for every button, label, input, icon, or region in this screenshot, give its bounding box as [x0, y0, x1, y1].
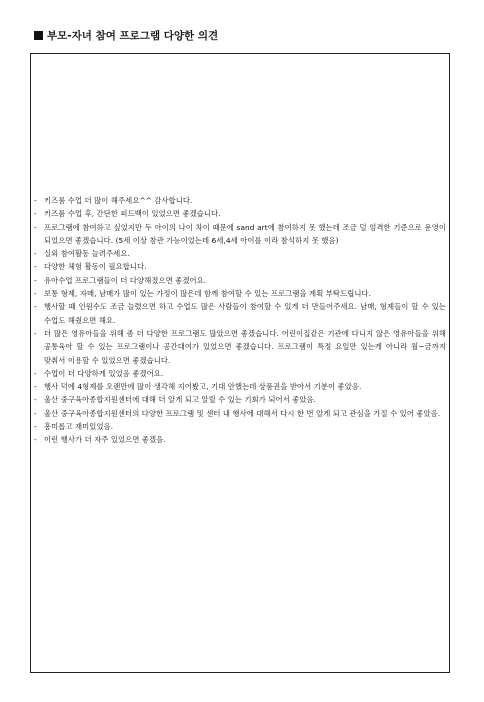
comment-text: 프로그램에 참여하고 싶었지만 두 아이의 나이 차이 때문에 sand art에 참여하지 못 했는데 조금 덜 엄격한 기준으로 운영이 되었으면 좋겠습니다. (5세 이상 참관 가능이었는데 6세,4세 아이를 이라 참석하지 못 했음): [44, 222, 446, 245]
list-dash: -: [34, 289, 37, 299]
comment-text: 다양한 체험 활동이 필요합니다.: [44, 262, 147, 272]
comment-text: 실외 참여활동 늘려주세요.: [44, 249, 130, 259]
comment-text: 유아수업 프로그램들이 더 다양해졌으면 좋겠어요.: [44, 275, 207, 285]
list-item: [34, 260, 446, 273]
list-item: [34, 194, 446, 207]
black-square-icon: [34, 31, 43, 40]
comment-text: 키즈룸 수업 더 많이 해주세요^^ 감사합니다.: [44, 196, 193, 205]
list-item: [34, 327, 446, 367]
list-dash: -: [34, 196, 37, 205]
comment-list: [34, 194, 446, 447]
list-item: [34, 274, 446, 287]
list-dash: -: [34, 395, 37, 405]
comment-text: 보통 형제, 자매, 남매가 많이 있는 가정이 많은데 함께 참여할 수 있는 프로그램을 계획 부탁드립니다.: [44, 289, 372, 299]
list-item: [34, 221, 446, 248]
list-dash: -: [34, 408, 37, 418]
list-dash: -: [34, 275, 37, 285]
comment-text: 행사 덕에 4형제를 오랜만에 많이 생각해 지어봤고, 기대 안했는데 상품권을 받아서 기분이 좋았음.: [44, 382, 362, 392]
list-dash: -: [34, 209, 37, 219]
list-item: [34, 420, 446, 433]
list-item: [34, 367, 446, 380]
comment-text: 이런 행사가 더 자주 있었으면 좋겠음.: [44, 435, 166, 445]
list-dash: -: [34, 302, 37, 312]
list-dash: -: [34, 368, 37, 378]
comment-text: 흥미롭고 재미있었음.: [44, 422, 114, 432]
list-item: [34, 407, 446, 420]
list-dash: -: [34, 435, 37, 445]
list-dash: -: [34, 249, 37, 259]
list-dash: -: [34, 222, 37, 232]
comment-text: 수업이 더 다양하게 있었음 좋겠어요.: [44, 368, 164, 378]
comment-text: 더 많은 영유아들을 위해 좀 더 다양한 프로그램도 많았으면 좋겠습니다. 어린이집같은 기관에 다니지 않은 영유아들을 위해 공통육아 할 수 있는 프로그램이나 공간대여가 있었으면 좋겠습니다. 프로그램이 특정 요일만 있는게 아니라 월~금까지 맞춰서 이용할 수 있었으면 좋겠습니다.: [44, 328, 446, 365]
list-item: [34, 433, 446, 446]
list-item: [34, 207, 446, 220]
comment-text: 행사할 때 인원수도 조금 늘렸으면 하고 수업도 많은 사람들이 참여할 수 있게 더 만들어주세요. 남매, 형제들이 할 수 있는 수업도 해줬으면 해요.: [44, 302, 446, 325]
comment-text: 키즈룸 수업 후, 간단한 피드백이 있었으면 좋겠습니다.: [44, 209, 221, 219]
section-title: 부모-자녀 참여 프로그램 다양한 의견: [47, 29, 219, 42]
list-dash: -: [34, 328, 37, 338]
list-item: [34, 287, 446, 300]
comment-text: 울산 중구육아종합지원센터에 대해 더 알게 되고 알릴 수 있는 기회가 되어서 좋았음.: [44, 395, 317, 405]
list-dash: -: [34, 422, 37, 432]
comment-text: 울산 중구육아종합지원센터의 다양한 프로그램 및 센터 내 행사에 대해서 다시 한 번 알게 되고 관심을 가질 수 있어 좋았음.: [44, 408, 441, 418]
list-item: [34, 300, 446, 327]
section-heading: [34, 27, 218, 43]
list-item: [34, 247, 446, 260]
list-item: [34, 380, 446, 393]
list-item: [34, 393, 446, 406]
list-dash: -: [34, 382, 37, 392]
list-dash: -: [34, 262, 37, 272]
